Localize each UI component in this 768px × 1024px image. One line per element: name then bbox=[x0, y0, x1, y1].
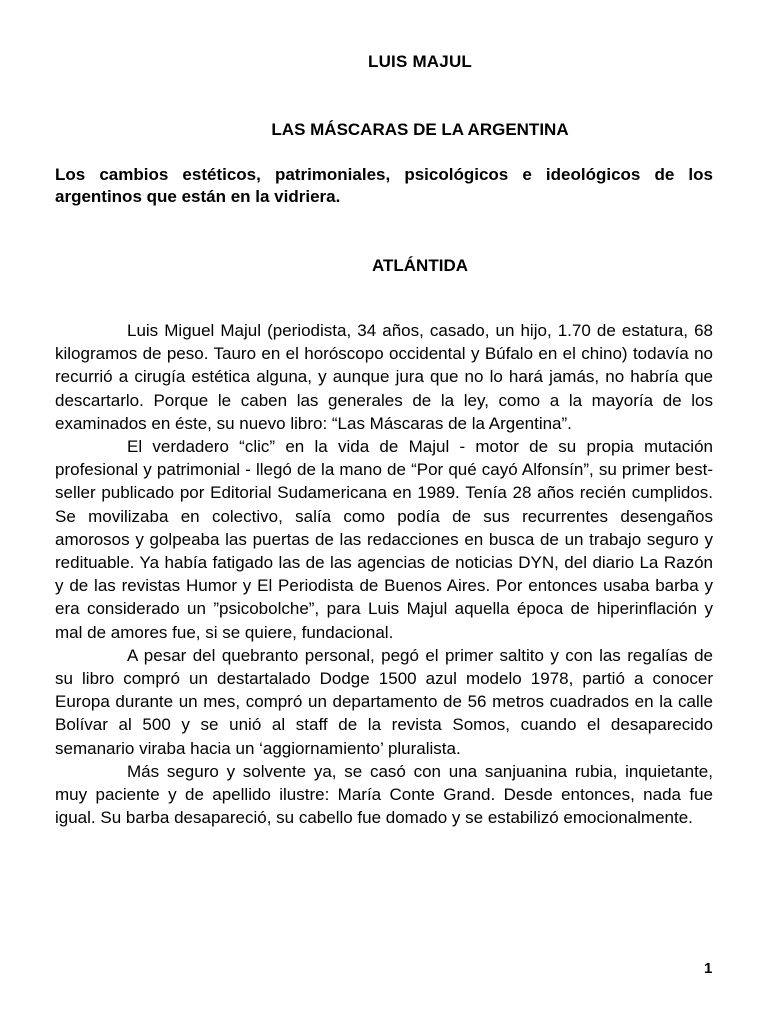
publisher-name: ATLÁNTIDA bbox=[372, 256, 468, 275]
body-text bbox=[55, 319, 713, 829]
author-name: LUIS MAJUL bbox=[368, 52, 472, 71]
book-title: LAS MÁSCARAS DE LA ARGENTINA bbox=[271, 120, 569, 139]
paragraph: Más seguro y solvente ya, se casó con una sanjuanina rubia, inquietante, muy paciente y de apellido ilustre: María Conte Grand. Desde entonces, nada fue igual. Su barba desapareció, su cabello fue domado y se estabilizó emocionalmente. bbox=[55, 761, 713, 828]
page-number: 1 bbox=[704, 960, 713, 977]
paragraph: Luis Miguel Majul (periodista, 34 años, casado, un hijo, 1.70 de estatura, 68 kilogramos de peso. Tauro en el horóscopo occidental y Búfalo en el chino) todavía no recurrió a cirugía estética alguna, y aunque jura que no lo hará jamás, no habría que descartarlo. Porque le caben las generales de la ley, como a la mayoría de los examinados en éste, su nuevo libro: “Las Máscaras de la Argentina”. bbox=[55, 321, 713, 433]
paragraph: A pesar del quebranto personal, pegó el primer saltito y con las regalías de su libro compró un destartalado Dodge 1500 azul modelo 1978, partió a conocer Europa durante un mes, compró un departamento de 56 metros cuadrados en la calle Bolívar al 500 y se unió al staff de la revista Somos, cuando el desaparecido semanario viraba hacia un ‘aggiornamiento’ pluralista. bbox=[55, 645, 713, 758]
paragraph: El verdadero “clic” en la vida de Majul - motor de su propia mutación profesional y patrimonial - llegó de la mano de “Por qué cayó Alfonsín”, su primer best-seller publicado por Editorial Sudamericana en 1989. Tenía 28 años recién cumplidos. Se movilizaba en colectivo, salía como podía de sus recurrentes desengaños amorosos y golpeaba las puertas de las redacciones en busca de un trabajo seguro y redituable. Ya había fatigado las de las agencias de noticias DYN, del diario La Razón y de las revistas Humor y El Periodista de Buenos Aires. Por entonces usaba barba y era considerado un ”psicobolche”, para Luis Majul aquella época de hiperinflación y mal de amores fue, si se quiere, fundacional. bbox=[55, 437, 713, 642]
book-subtitle: Los cambios estéticos, patrimoniales, psicológicos e ideológicos de los argentinos que están en la vidriera. bbox=[55, 165, 713, 206]
